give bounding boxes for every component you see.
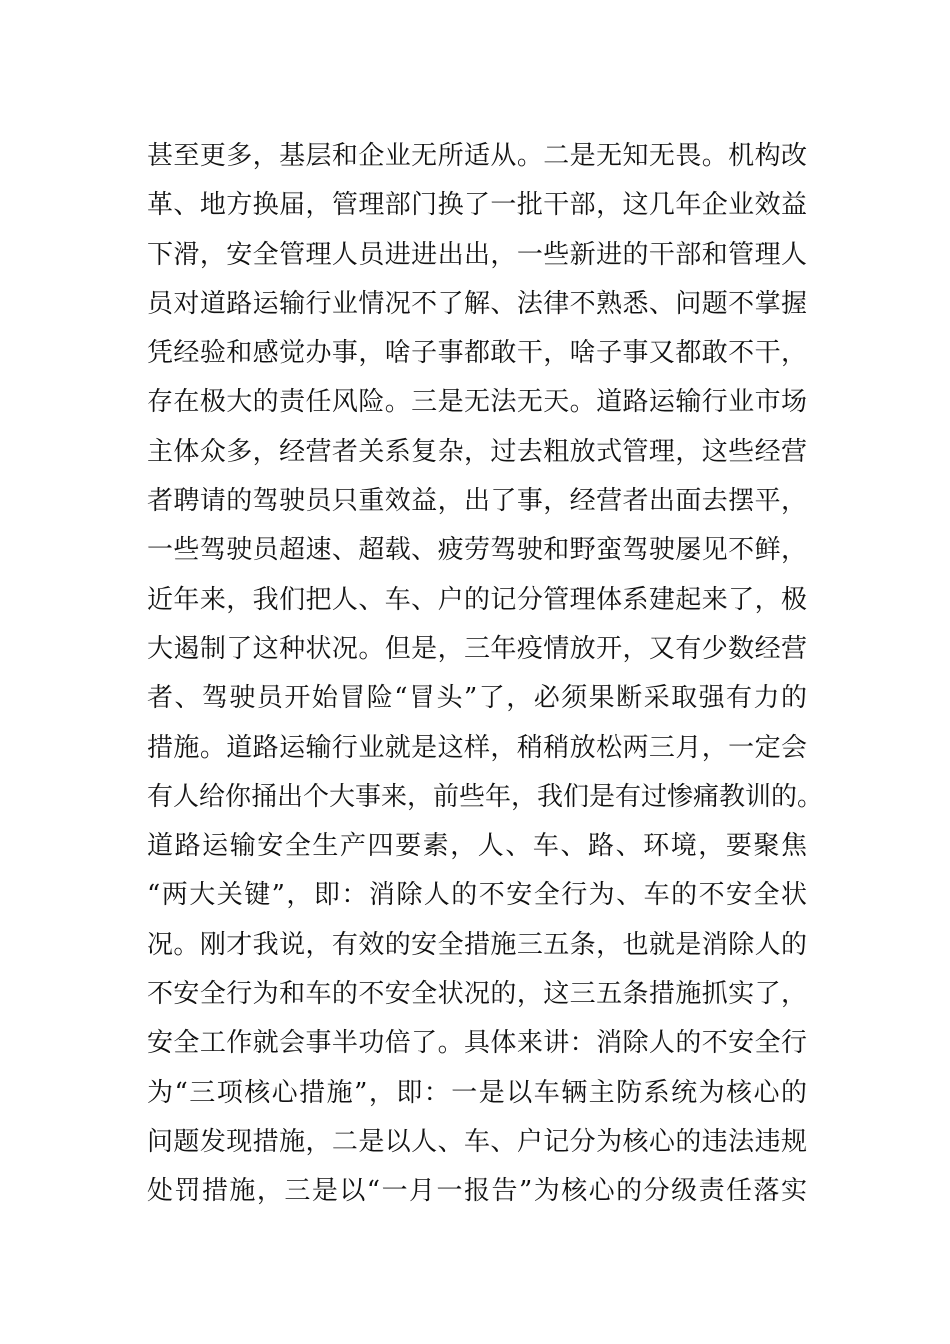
text-line: 安全工作就会事半功倍了。具体来讲：消除人的不安全行 xyxy=(147,1028,807,1059)
text-line: 道路运输安全生产四要素，人、车、路、环境，要聚焦 xyxy=(147,831,807,862)
text-line: 者、驾驶员开始冒险“冒头”了，必须果断采取强有力的 xyxy=(147,683,807,714)
text-line: 一些驾驶员超速、超载、疲劳驾驶和野蛮驾驶屡见不鲜， xyxy=(147,535,807,566)
text-line: 处罚措施，三是以“一月一报告”为核心的分级责任落实 xyxy=(147,1176,807,1207)
text-line: 下滑，安全管理人员进进出出，一些新进的干部和管理人 xyxy=(147,239,807,270)
text-line: 主体众多，经营者关系复杂，过去粗放式管理，这些经营 xyxy=(147,436,807,467)
text-line: 问题发现措施，二是以人、车、户记分为核心的违法违规 xyxy=(147,1126,807,1157)
text-line: 近年来，我们把人、车、户的记分管理体系建起来了，极 xyxy=(147,584,807,615)
text-line: 者聘请的驾驶员只重效益，出了事，经营者出面去摆平， xyxy=(147,486,807,517)
text-line: 甚至更多，基层和企业无所适从。二是无知无畏。机构改 xyxy=(147,141,807,171)
text-line: “两大关键”，即：消除人的不安全行为、车的不安全状 xyxy=(147,880,807,911)
text-line: 况。刚才我说，有效的安全措施三五条，也就是消除人的 xyxy=(147,929,807,960)
body-text xyxy=(147,132,824,1217)
text-line: 凭经验和感觉办事，啥子事都敢干，啥子事又都敢不干， xyxy=(147,338,807,369)
text-line: 员对道路运输行业情况不了解、法律不熟悉、问题不掌握 xyxy=(147,288,807,319)
text-line: 大遏制了这种状况。但是，三年疫情放开，又有少数经营 xyxy=(147,633,807,664)
text-line: 为“三项核心措施”，即：一是以车辆主防系统为核心的 xyxy=(147,1077,807,1108)
text-line: 有人给你捅出个大事来，前些年，我们是有过惨痛教训的。 xyxy=(147,781,824,812)
text-line: 存在极大的责任风险。三是无法无天。道路运输行业市场 xyxy=(147,387,807,418)
text-line: 革、地方换届，管理部门换了一批干部，这几年企业效益 xyxy=(147,190,807,221)
text-line: 不安全行为和车的不安全状况的，这三五条措施抓实了， xyxy=(147,979,807,1010)
text-line: 措施。道路运输行业就是这样，稍稍放松两三月，一定会 xyxy=(147,732,807,763)
